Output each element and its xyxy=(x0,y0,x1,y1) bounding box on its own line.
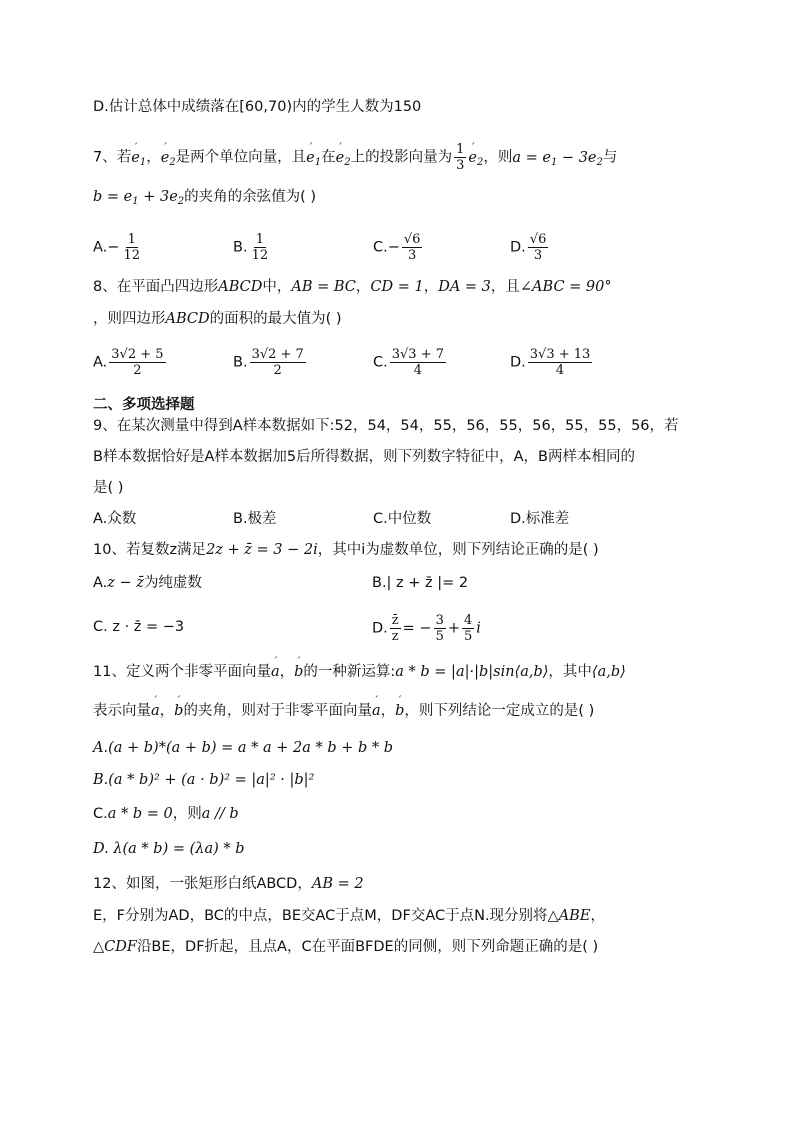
q12-stem-line1: 12、如图，一张矩形白纸ABCD，AB = 2 xyxy=(93,876,364,892)
q12-stem-line3: △CDF沿BE，DF折起，且点A，C在平面BFDE的同侧，则下列命题正确的是( ) xyxy=(93,939,599,955)
q10-option-b[interactable]: B.| z + z̄ |= 2 xyxy=(372,575,469,591)
vector-e2: ´ $e_2$ xyxy=(161,147,176,174)
q9-option-d[interactable]: D.标准差 xyxy=(510,511,570,527)
q9-option-a[interactable]: A.众数 xyxy=(93,511,137,527)
q7-option-d[interactable]: D. $\frac{√6}{3}$ xyxy=(510,232,547,263)
q9-option-c[interactable]: C.中位数 xyxy=(373,511,432,527)
q9-stem-line2: B样本数据恰好是A样本数据加5后所得数据，则下列数字特征中，A，B两样本相同的 xyxy=(93,449,635,465)
q9-stem-line3: 是( ) xyxy=(93,480,124,496)
q11-stem-line1: 11、定义两个非零平面向量´ a，´ b的一种新运算:a * b = |a|·|b|sin⟨a,b⟩，其中⟨a,b⟩ xyxy=(93,661,626,683)
q8-stem-line1: 8、在平面凸四边形ABCD中，AB = BC，CD = 1，DA = 3，且∠ABC = 90° xyxy=(93,279,612,295)
q11-option-d[interactable]: D. λ(a * b) = (λa) * b xyxy=(93,841,245,857)
q11-stem-line2: 表示向量´ a，´ b的夹角，则对于非零平面向量´ a，´ b，则下列结论一定成立的是( ) xyxy=(93,700,594,722)
q11-option-a[interactable]: A.(a + b)*(a + b) = a * a + 2a * b + b * b xyxy=(93,740,394,756)
q11-option-b[interactable]: B.(a * b)² + (a · b)² = |a|² · |b|² xyxy=(93,772,315,788)
q8-stem-line2: ，则四边形ABCD的面积的最大值为( ) xyxy=(93,311,342,327)
q6-option-d: D.估计总体中成绩落在[60,70)内的学生人数为150 xyxy=(93,99,422,115)
q10-option-a[interactable]: A.z − z̄为纯虚数 xyxy=(93,575,202,591)
section-heading-multiple-choice: 二、多项选择题 xyxy=(93,397,195,413)
q7-option-a[interactable]: A.− $\frac{1}{12}$ xyxy=(93,232,140,263)
q8-option-d[interactable]: D. $\frac{3√3 + 13}{4}$ xyxy=(510,347,591,378)
q7-stem-line2: $b = e_1 + 3e_2$的夹角的余弦值为( ) xyxy=(93,189,317,207)
q11-option-c[interactable]: C.a * b = 0，则a // b xyxy=(93,806,239,822)
q10-stem: 10、若复数z满足2z + z̄ = 3 − 2i，其中i为虚数单位，则下列结论正确的是( ) xyxy=(93,542,599,558)
q8-option-b[interactable]: B. $\frac{3√2 + 7}{2}$ xyxy=(233,347,304,378)
q7-stem-line1: 7、若´ $e_1$，´ $e_2$是两个单位向量，且´ $e_1$在´ $e_2$上的投影向量为 $\frac{1}{3}$ ´ $e_2$，则$a = e_1 - 3e_2$与 xyxy=(93,142,617,174)
q10-option-c[interactable]: C. z · z̄ = −3 xyxy=(93,619,185,635)
projection-fraction: $\frac{1}{3}$ xyxy=(456,142,465,173)
q7-option-c[interactable]: C.− $\frac{√6}{3}$ xyxy=(373,232,421,263)
q8-option-c[interactable]: C. $\frac{3√3 + 7}{4}$ xyxy=(373,347,444,378)
q7-option-b[interactable]: B. $\frac{1}{12}$ xyxy=(233,232,269,263)
q8-option-a[interactable]: A. $\frac{3√2 + 5}{2}$ xyxy=(93,347,164,378)
q9-stem-line1: 9、在某次测量中得到A样本数据如下:52，54，54，55，56，55，56，55，55，56，若 xyxy=(93,418,679,434)
vector-b-def: $b = e_1 + 3e_2$ xyxy=(93,189,185,207)
q9-option-b[interactable]: B.极差 xyxy=(233,511,277,527)
vector-e1: ´ $e_1$ xyxy=(131,147,146,174)
q10-option-d[interactable]: D. $\frac{z̄}{z}$ = − $\frac{3}{5}$ + $\frac{4}{5}$ i xyxy=(372,613,481,644)
q12-stem-line2: E，F分别为AD，BC的中点，BE交AC于点M，DF交AC于点N.现分别将△ABE， xyxy=(93,908,605,924)
